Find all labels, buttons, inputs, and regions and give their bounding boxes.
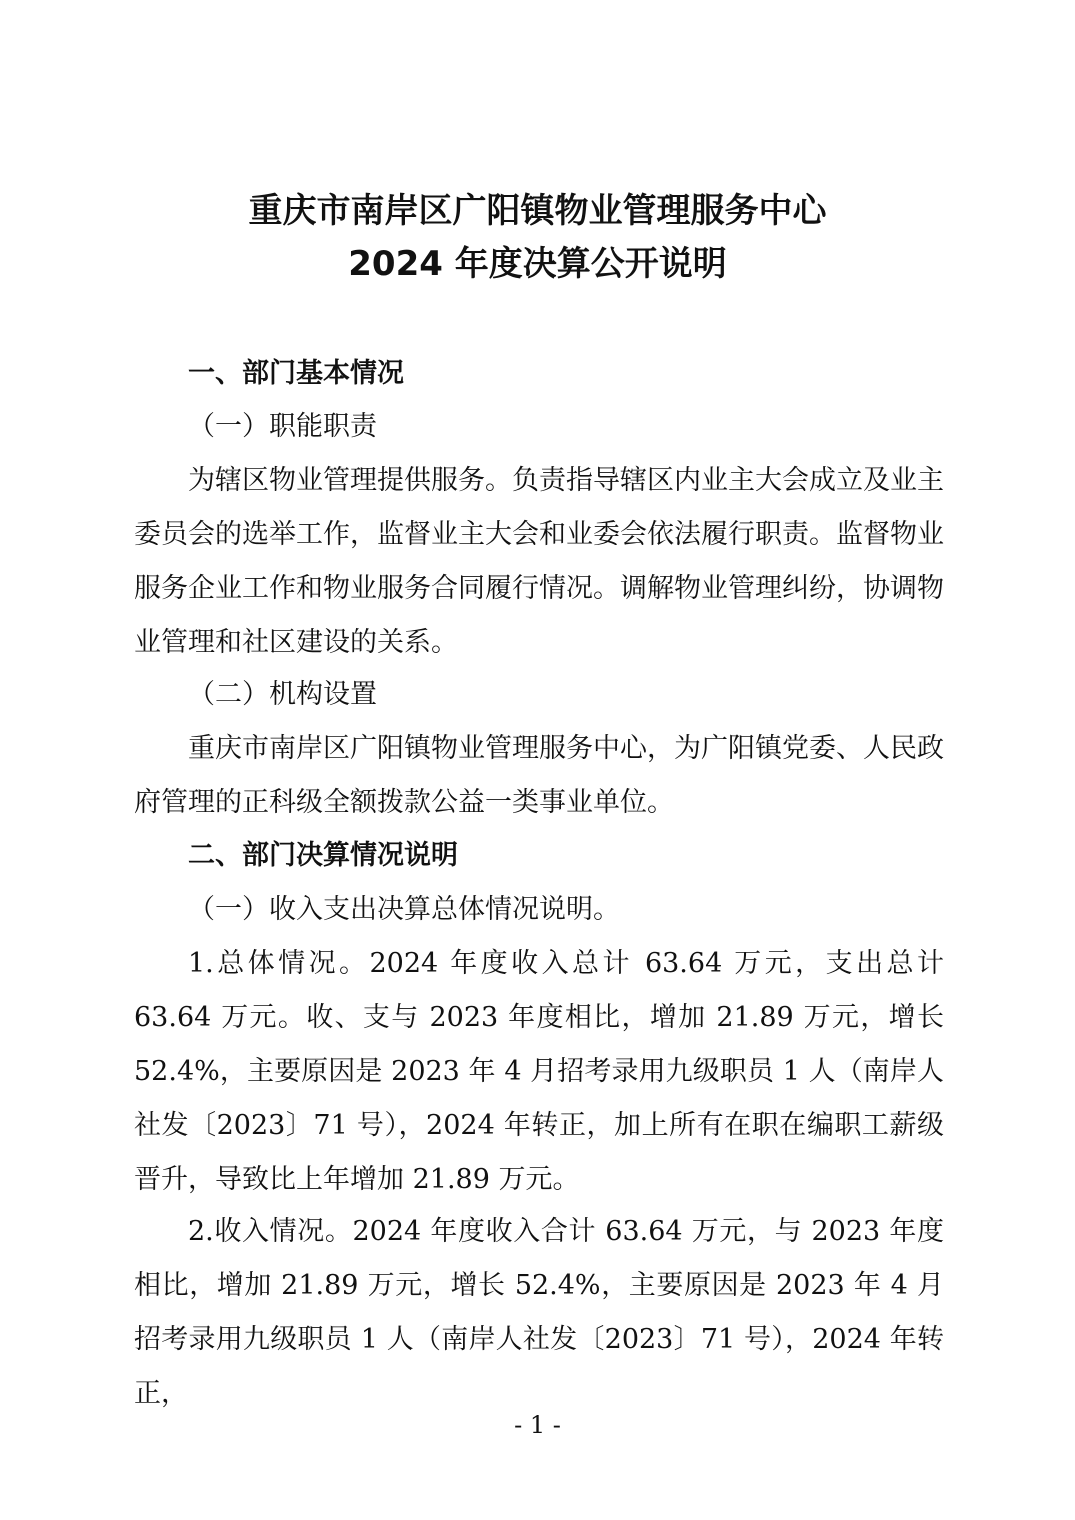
section-2-heading: 二、部门决算情况说明: [188, 840, 458, 871]
section-1-sub-2-heading: （二）机构设置: [188, 679, 377, 710]
section-1-heading: 一、部门基本情况: [188, 358, 404, 389]
section-2-item-2-text: 2.收入情况。2024 年度收入合计 63.64 万元，与 2023 年度相比，增加 21.89 万元，增长 52.4%，主要原因是 2023 年 4 月招考录用九级职员 1 人（南岸人社发〔2023〕71 号），2024 年转正，: [134, 1216, 944, 1409]
document-title-line-1: 重庆市南岸区广阳镇物业管理服务中心: [248, 191, 827, 231]
section-2-item-1-text: 1.总体情况。2024 年度收入总计 63.64 万元，支出总计 63.64 万元。收、支与 2023 年度相比，增加 21.89 万元，增长 52.4%，主要原因是 2023 年 4 月招考录用九级职员 1 人（南岸人社发〔2023〕71 号），2024 年转正，加上所有在职在编职工薪级晋升，导致比上年增加 21.89 万元。: [134, 948, 944, 1195]
page-number: - 1 -: [514, 1411, 561, 1439]
section-1-sub-2-text: 重庆市南岸区广阳镇物业管理服务中心，为广阳镇党委、人民政府管理的正科级全额拨款公益一类事业单位。: [134, 733, 944, 818]
section-1-sub-1-text: 为辖区物业管理提供服务。负责指导辖区内业主大会成立及业主委员会的选举工作，监督业主大会和业委会依法履行职责。监督物业服务企业工作和物业服务合同履行情况。调解物业管理纠纷，协调物业管理和社区建设的关系。: [134, 465, 944, 658]
document-title-line-2: 2024 年度决算公开说明: [348, 244, 727, 284]
section-1-sub-1-heading: （一）职能职责: [188, 411, 377, 442]
section-2-sub-1-heading: （一）收入支出决算总体情况说明。: [188, 894, 620, 925]
